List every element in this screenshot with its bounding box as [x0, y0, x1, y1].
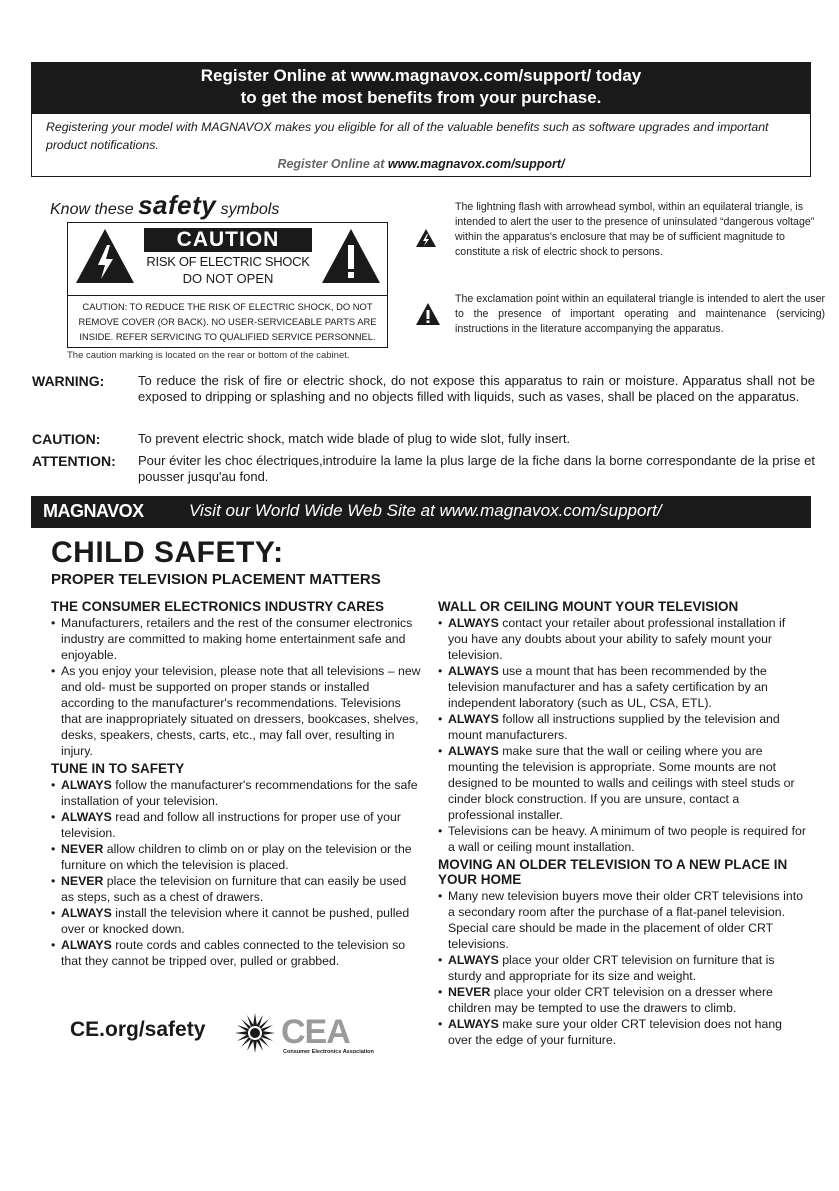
item-bold: ALWAYS: [61, 810, 112, 824]
shock-line1: RISK OF ELECTRIC SHOCK: [146, 254, 310, 269]
register-link-line: [32, 157, 810, 171]
item-bold: ALWAYS: [448, 664, 499, 678]
list-item: [438, 615, 808, 663]
lightning-triangle-icon: [74, 227, 136, 285]
exclamation-triangle-icon: [320, 227, 382, 285]
list-item: [51, 777, 421, 809]
section-heading: THE CONSUMER ELECTRONICS INDUSTRY CARES: [51, 599, 385, 614]
attention-block: [32, 453, 815, 487]
lightning-symbol-row: [415, 200, 815, 280]
visit-banner: [31, 496, 811, 528]
item-text: Manufacturers, retailers and the rest of the consumer electronics industry are committed to making home entertainment safe and enjoyable.: [61, 616, 413, 662]
caution-text-line1: CAUTION: TO REDUCE THE RISK OF ELECTRIC SHOCK, DO NOT: [82, 301, 373, 312]
right-column: [438, 599, 808, 1050]
cea-subtext: Consumer Electronics Association: [283, 1049, 374, 1055]
list-item: [51, 615, 421, 663]
item-text: route cords and cables connected to the television so that they cannot be tripped over, pulled or grabbed.: [61, 938, 406, 968]
caution-label-box: [67, 222, 388, 348]
exclamation-text: The exclamation point within an equilateral triangle is intended to alert the user to the presence of important operating and maintenance (servicing) instructions in the literature accompanying the apparatus.: [455, 293, 825, 335]
list-item: [51, 841, 421, 873]
cea-text: CEA: [281, 1013, 350, 1051]
list-item: [438, 743, 808, 823]
caution-text: To prevent electric shock, match wide blade of plug to wide slot, fully insert.: [138, 431, 571, 446]
item-text: follow all instructions supplied by the television and mount manufacturers.: [448, 712, 780, 742]
attention-label: ATTENTION:: [32, 453, 116, 469]
know-pre: Know these: [50, 201, 134, 218]
section-heading: WALL OR CEILING MOUNT YOUR TELEVISION: [438, 599, 739, 614]
lightning-text: The lightning flash with arrowhead symbol, within an equilateral triangle, is intended to alert the user to the presence of uninsulated “dangerous voltage” within the apparatus's enclosure that may be of sufficient magnitude to constitute a risk of electric shock to persons.: [455, 201, 815, 258]
list-item: [438, 1016, 808, 1048]
item-bold: NEVER: [61, 874, 104, 888]
section-moving-older-tv: [438, 857, 808, 1048]
list-item: [51, 905, 421, 937]
left-column: [51, 599, 421, 971]
caution-label: CAUTION: [144, 228, 312, 252]
item-text: contact your retailer about professional installation if you have any doubts about your ability to safely mount your television.: [448, 616, 786, 662]
warning-block: [32, 373, 815, 423]
item-bold: ALWAYS: [448, 616, 499, 630]
list-item: [51, 873, 421, 905]
list-item: [438, 711, 808, 743]
caution-label-text: CAUTION:: [32, 431, 101, 447]
shock-line2: DO NOT OPEN: [182, 271, 274, 286]
item-text: use a mount that has been recommended by the television manufacturer and has a safety certification by an independent laboratory (such as UL, CSA, ETL).: [448, 664, 768, 710]
item-bold: NEVER: [448, 985, 491, 999]
visit-message[interactable]: Visit our World Wide Web Site at www.magnavox.com/support/: [189, 501, 662, 520]
item-bold: ALWAYS: [448, 712, 499, 726]
list-item: [51, 809, 421, 841]
item-bold: ALWAYS: [448, 1017, 499, 1031]
caution-warning-text: [68, 295, 387, 345]
section-heading: TUNE IN TO SAFETY: [51, 761, 185, 776]
item-bold: ALWAYS: [448, 744, 499, 758]
item-bold: ALWAYS: [61, 938, 112, 952]
item-bold: NEVER: [61, 842, 104, 856]
item-text: place the television on furniture that can easily be used as steps, such as a chest of drawers.: [61, 874, 407, 904]
warning-text: To reduce the risk of fire or electric shock, do not expose this apparatus to rain or moisture. Apparatus shall not be exposed to dripping or splashing and no objects filled with liquids, such as vases, shall be placed on the apparatus.: [138, 373, 815, 404]
know-safety-heading: [50, 190, 279, 221]
lightning-small-icon: [415, 228, 437, 248]
section-wall-mount: [438, 599, 808, 855]
child-safety-title: CHILD SAFETY:: [51, 536, 284, 569]
list-item: [51, 937, 421, 969]
register-body: Registering your model with MAGNAVOX makes you eligible for all of the valuable benefits such as software upgrades and important product notifications.: [46, 120, 769, 152]
section-tune-in: [51, 761, 421, 969]
item-bold: ALWAYS: [61, 778, 112, 792]
caution-block: [32, 431, 812, 449]
child-safety-subtitle: PROPER TELEVISION PLACEMENT MATTERS: [51, 571, 381, 588]
register-header-line2: to get the most benefits from your purchase.: [240, 88, 602, 107]
caution-note: The caution marking is located on the rear or bottom of the cabinet.: [67, 350, 350, 361]
item-text: read and follow all instructions for proper use of your television.: [61, 810, 401, 840]
attention-text: Pour éviter les choc électriques,introduire la lame la plus large de la fiche dans la borne correspondante de la prise et pousser jusqu'au fond.: [138, 453, 815, 484]
register-header: [32, 63, 810, 114]
section-heading: MOVING AN OLDER TELEVISION TO A NEW PLACE IN YOUR HOME: [438, 857, 788, 887]
list-item: [438, 663, 808, 711]
caution-text-line3: INSIDE. REFER SERVICING TO QUALIFIED SERVICE PERSONNEL.: [79, 331, 376, 342]
list-item: [438, 984, 808, 1016]
exclamation-symbol-row: [415, 292, 825, 362]
item-text: follow the manufacturer's recommendations for the safe installation of your television.: [61, 778, 418, 808]
warning-label: WARNING:: [32, 373, 105, 389]
cea-logo: [231, 1011, 374, 1059]
exclamation-small-icon: [415, 302, 441, 326]
register-box: [31, 62, 811, 177]
know-big: safety: [138, 190, 217, 220]
item-bold: ALWAYS: [448, 953, 499, 967]
caution-text-line2: REMOVE COVER (OR BACK). NO USER-SERVICEABLE PARTS ARE: [78, 316, 377, 327]
magnavox-logo: MAGNAVOX: [43, 501, 144, 521]
item-text: place your older CRT television on furniture that is sturdy and appropriate for its size and weight.: [448, 953, 775, 983]
item-text: As you enjoy your television, please note that all televisions – new and old- must be supported on proper stands or installed according to the manufacturer's recommendations. Televisions that are inappropriately situated on dressers, bookcases, shelves, desks, speakers, chests, carts, etc., may fall over, resulting in injury.: [61, 664, 421, 758]
item-text: make sure your older CRT television does not hang over the edge of your furniture.: [448, 1017, 783, 1047]
register-link-url[interactable]: www.magnavox.com/support/: [387, 157, 565, 171]
item-bold: ALWAYS: [61, 906, 112, 920]
list-item: [438, 952, 808, 984]
ce-org-safety-link[interactable]: CE.org/safety: [70, 1018, 206, 1041]
section-ce-industry: [51, 599, 421, 759]
item-text: make sure that the wall or ceiling where you are mounting the television is appropriate. Some mounts are not designed to be mounted to walls and ceilings with steel studs or cinder block construction. If you are unsure, contact a professional installer.: [448, 744, 795, 822]
know-post: symbols: [220, 201, 280, 218]
item-text: Many new television buyers move their older CRT televisions into a secondary room after the purchase of a flat-panel television. Special care should be made in the placement of older CRT televisions.: [448, 889, 803, 951]
register-link-prefix: Register Online at: [277, 157, 385, 171]
item-text: install the television where it cannot be pushed, pulled over or knocked down.: [61, 906, 410, 936]
list-item: [438, 888, 808, 952]
item-text: allow children to climb on or play on the television or the furniture on which the television is placed.: [61, 842, 412, 872]
item-text: Televisions can be heavy. A minimum of two people is required for a wall or ceiling mount installation.: [448, 824, 806, 854]
list-item: [51, 663, 421, 759]
list-item: [438, 823, 808, 855]
register-header-line1: Register Online at www.magnavox.com/support/ today: [200, 66, 642, 85]
item-text: place your older CRT television on a dresser where children may be tempted to use the drawers to climb.: [448, 985, 773, 1015]
